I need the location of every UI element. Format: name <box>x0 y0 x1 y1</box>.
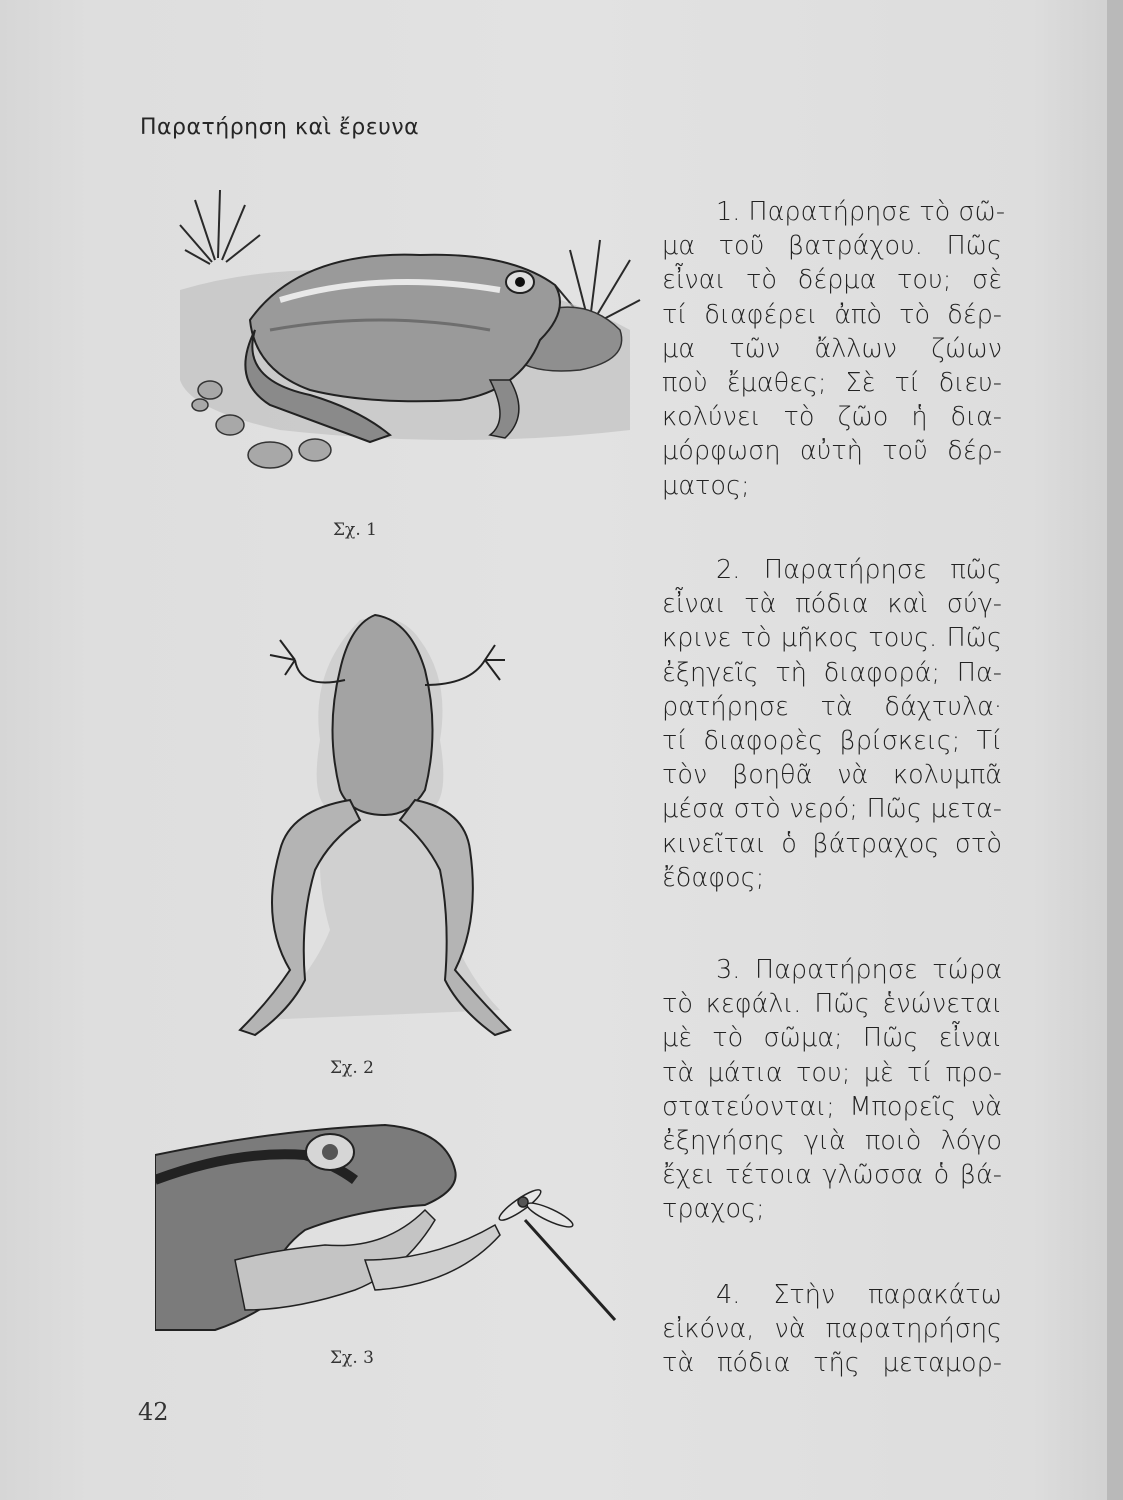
page-number: 42 <box>138 1398 169 1426</box>
question-3-line-3: μὲ τὸ σῶμα; Πῶς εἶναι <box>662 1023 1002 1054</box>
question-1-line-6: ποὺ ἔμαθες; Σὲ τί διευ- <box>662 368 1002 399</box>
question-2-line-1: 2. Παρατήρησε πῶς <box>716 555 1002 585</box>
question-2 <box>662 553 1002 895</box>
question-4 <box>662 1278 1002 1381</box>
figure-3-caption: Σχ. 3 <box>330 1348 374 1368</box>
question-4-line-2: εἰκόνα, νὰ παρατηρήσης <box>662 1314 1002 1345</box>
question-1-line-3: εἶναι τὸ δέρμα του; σὲ <box>662 265 1002 296</box>
question-4-line-1: 4. Στὴν παρακάτω <box>716 1280 1002 1310</box>
question-3-line-7: ἔχει τέτοια γλῶσσα ὁ βά- <box>662 1160 1002 1191</box>
question-3 <box>662 953 1002 1227</box>
section-title: Παρατήρηση καὶ ἔρευνα <box>140 115 420 140</box>
question-1-line-5: μα τῶν ἄλλων ζώων <box>662 333 1002 364</box>
question-1-line-9: ματος; <box>662 470 750 501</box>
page-edge-shadow <box>1107 0 1123 1500</box>
question-1-line-4: τί διαφέρει ἀπὸ τὸ δέρ- <box>662 299 1002 330</box>
question-2-line-2: εἶναι τὰ πόδια καὶ σύγ- <box>662 589 1002 620</box>
question-2-line-5: ρατήρησε τὰ δάχτυλα· <box>662 691 1002 722</box>
question-1-line-2: μα τοῦ βατράχου. Πῶς <box>662 231 1002 262</box>
question-2-line-6: τί διαφορὲς βρίσκεις; Τί <box>662 726 1002 757</box>
grass-tuft-left <box>180 190 260 264</box>
question-1-line-7: κολύνει τὸ ζῶο ἡ δια- <box>662 402 1002 433</box>
question-2-line-9: κινεῖται ὁ βάτραχος στὸ <box>662 828 1002 859</box>
figure-3-frog-tongue-illustration <box>155 1110 655 1360</box>
question-4-line-3: τὰ πόδια τῆς μεταμορ- <box>662 1348 1002 1379</box>
figure-1-frog-sitting-illustration <box>160 180 650 490</box>
figure-2-caption: Σχ. 2 <box>330 1058 374 1078</box>
question-3-line-4: τὰ μάτια του; μὲ τί προ- <box>662 1057 1002 1088</box>
question-2-line-3: κρινε τὸ μῆκος τους. Πῶς <box>662 623 1002 654</box>
question-3-line-8: τραχος; <box>662 1194 765 1225</box>
figure-1-caption: Σχ. 1 <box>333 520 377 540</box>
figure-2-frog-top-view-illustration <box>200 600 580 1060</box>
question-2-line-4: ἐξηγεῖς τὴ διαφορά; Πα- <box>662 657 1002 688</box>
question-2-line-7: τὸν βοηθᾶ νὰ κολυμπᾶ <box>662 760 1002 791</box>
question-3-line-1: 3. Παρατήρησε τώρα <box>716 955 1002 985</box>
question-2-line-8: μέσα στὸ νερό; Πῶς μετα- <box>662 794 1002 825</box>
question-1-line-1: 1. Παρατήρησε τὸ σῶ- <box>716 197 1006 227</box>
dragonfly <box>496 1186 615 1320</box>
question-3-line-5: στατεύονται; Μπορεῖς νὰ <box>662 1091 1002 1122</box>
question-3-line-6: ἐξηγήσης γιὰ ποιὸ λόγο <box>662 1126 1002 1157</box>
question-1-line-8: μόρφωση αὐτὴ τοῦ δέρ- <box>662 436 1002 467</box>
question-3-line-2: τὸ κεφάλι. Πῶς ἑνώνεται <box>662 989 1002 1020</box>
question-2-line-10: ἔδαφος; <box>662 862 765 893</box>
question-1 <box>662 195 1006 503</box>
